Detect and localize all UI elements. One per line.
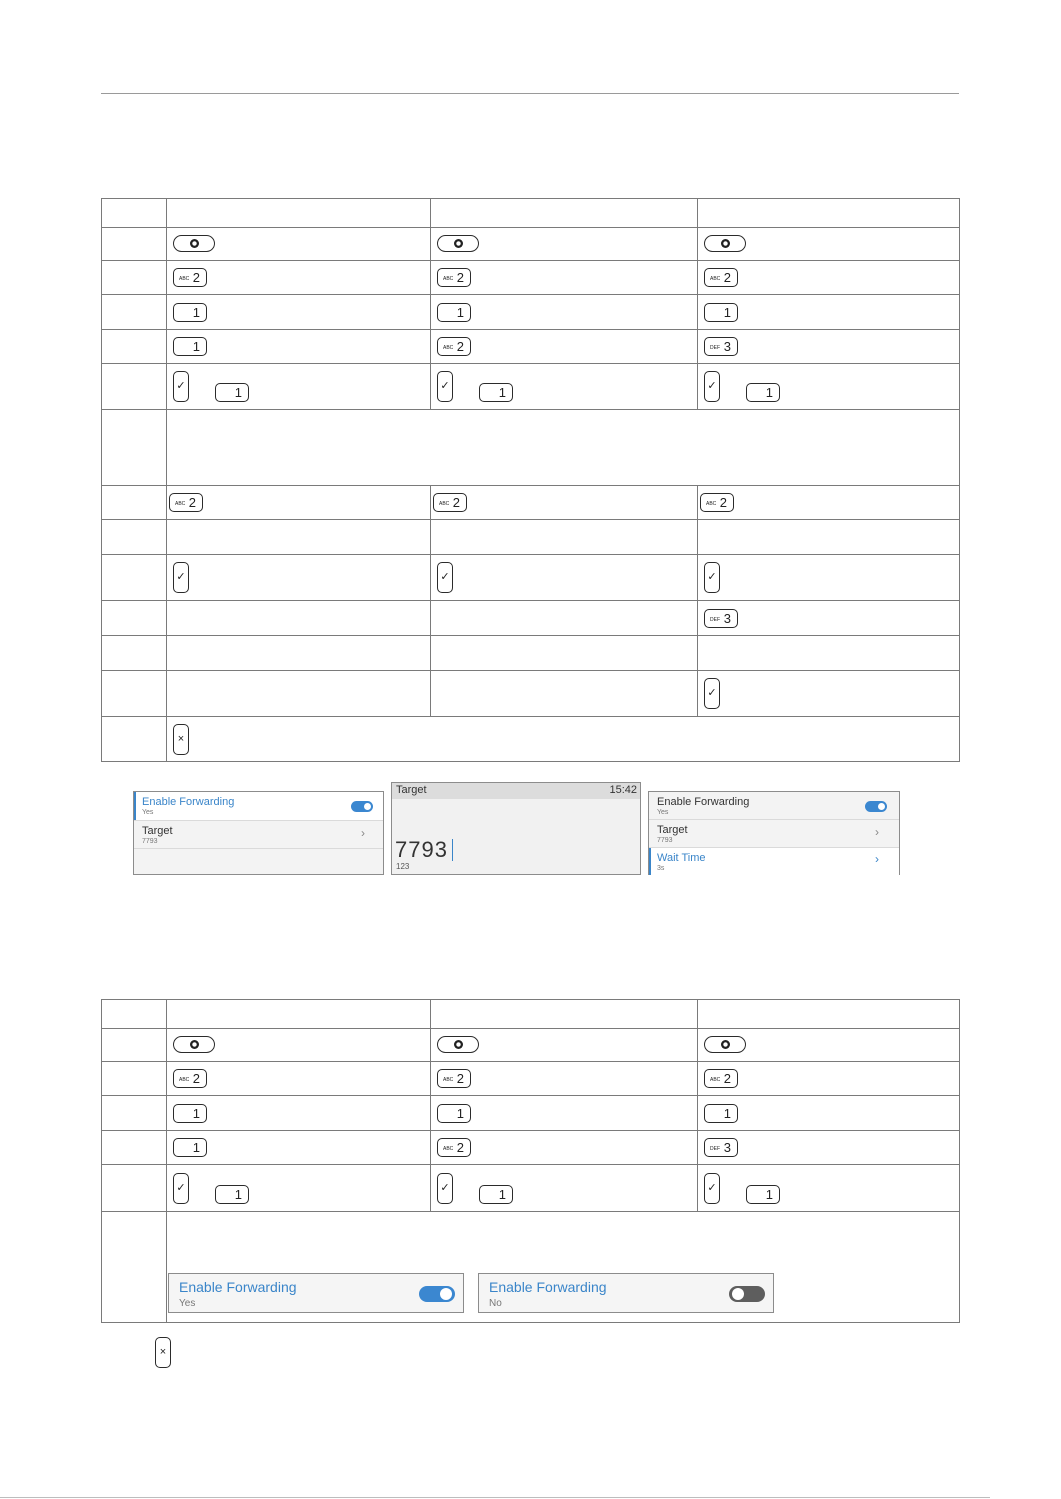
menu-key-icon (704, 235, 746, 252)
row-label: Enable Forwarding (657, 796, 750, 808)
row-value: Yes (142, 809, 154, 816)
text-cursor (452, 839, 453, 861)
row-label: Enable Forwarding (142, 796, 235, 808)
key-1-icon: 1 (215, 383, 249, 402)
table-row (102, 1165, 960, 1212)
row-value: 7793 (142, 838, 158, 845)
menu-row-wait-time (649, 848, 899, 875)
key-1-icon: 1 (437, 303, 471, 322)
ok-key-icon: ✓ (173, 371, 189, 402)
chevron-right-icon: › (875, 825, 879, 839)
menu-row-enable-forwarding (134, 792, 383, 821)
table-row (102, 410, 960, 486)
ok-key-icon: ✓ (704, 1173, 720, 1204)
clock: 15:42 (609, 784, 637, 796)
key-1-icon: 1 (173, 303, 207, 322)
phone-screen-forwarding-menu (133, 791, 384, 875)
header-rule (101, 93, 959, 94)
chevron-right-icon: › (875, 852, 879, 866)
ok-key-icon: ✓ (173, 1173, 189, 1204)
toggle-off-icon (729, 1286, 765, 1302)
key-3-icon: DEF 3 (704, 609, 738, 628)
key-1-icon: 1 (746, 383, 780, 402)
footer-rule (0, 1497, 990, 1498)
selection-indicator (649, 848, 651, 875)
chevron-right-icon: › (361, 826, 365, 840)
row-value: No (489, 1298, 502, 1309)
ok-key-icon: ✓ (704, 678, 720, 709)
menu-key-icon (173, 235, 215, 252)
table-row (102, 364, 960, 410)
row-value: Yes (179, 1298, 196, 1309)
row-label: Wait Time (657, 852, 706, 864)
toggle-off-example (478, 1273, 774, 1313)
table-row (102, 295, 960, 330)
row-label: Enable Forwarding (489, 1279, 607, 1295)
key-2-icon: ABC 2 (437, 1069, 471, 1088)
ok-key-icon: ✓ (704, 562, 720, 593)
menu-key-icon (173, 1036, 215, 1053)
ok-key-icon: ✓ (437, 1173, 453, 1204)
table-row (102, 261, 960, 295)
row-label: Target (657, 824, 688, 836)
cancel-key-icon: × (173, 724, 189, 755)
cancel-key-icon: × (155, 1337, 171, 1368)
table-row (102, 486, 960, 520)
table-row (102, 1062, 960, 1096)
table-row (102, 1096, 960, 1131)
row-label: Enable Forwarding (179, 1279, 297, 1295)
table-row (102, 1131, 960, 1165)
key-1-icon: 1 (746, 1185, 780, 1204)
table-header-row (102, 199, 960, 228)
key-2-icon: ABC 2 (173, 1069, 207, 1088)
row-value: 7793 (657, 837, 673, 844)
table-row (102, 520, 960, 555)
key-1-icon: 1 (704, 303, 738, 322)
menu-key-icon (437, 235, 479, 252)
table-row (102, 671, 960, 717)
key-3-icon: DEF 3 (704, 337, 738, 356)
key-3-icon: DEF 3 (704, 1138, 738, 1157)
procedure-table-1 (101, 198, 960, 762)
key-2-icon: ABC 2 (437, 268, 471, 287)
key-1-icon: 1 (173, 1104, 207, 1123)
key-2-icon: ABC 2 (437, 1138, 471, 1157)
row-value: Yes (657, 809, 669, 816)
table-row (102, 555, 960, 601)
menu-key-icon (437, 1036, 479, 1053)
key-1-icon: 1 (704, 1104, 738, 1123)
toggle-on-icon (419, 1286, 455, 1302)
ok-key-icon: ✓ (704, 371, 720, 402)
table-header-row (102, 1000, 960, 1029)
table-row (102, 1029, 960, 1062)
key-1-icon: 1 (173, 1138, 207, 1157)
key-2-icon: ABC 2 (704, 268, 738, 287)
key-2-icon: ABC 2 (704, 1069, 738, 1088)
menu-row-target (134, 821, 383, 849)
table-row (102, 601, 960, 636)
menu-row-target (649, 820, 899, 848)
ok-key-icon: ✓ (437, 371, 453, 402)
screen-title: Target (396, 784, 427, 796)
toggle-on-icon (865, 801, 887, 812)
phone-screen-target-entry (391, 782, 641, 875)
toggle-on-example (168, 1273, 464, 1313)
key-1-icon: 1 (437, 1104, 471, 1123)
key-2-icon: ABC 2 (700, 493, 734, 512)
status-bar (392, 783, 640, 799)
key-2-icon: ABC 2 (437, 337, 471, 356)
number-entry: 7793 (395, 837, 448, 862)
key-1-icon: 1 (173, 337, 207, 356)
key-2-icon: ABC 2 (169, 493, 203, 512)
row-label: Target (142, 825, 173, 837)
key-1-icon: 1 (215, 1185, 249, 1204)
input-mode: 123 (396, 862, 410, 871)
table-row (102, 330, 960, 364)
table-row (102, 228, 960, 261)
toggle-on-icon (351, 801, 373, 812)
menu-row-enable-forwarding (649, 792, 899, 820)
key-1-icon: 1 (479, 383, 513, 402)
phone-screen-forwarding-wait (648, 791, 900, 875)
ok-key-icon: ✓ (173, 562, 189, 593)
key-1-icon: 1 (479, 1185, 513, 1204)
key-2-icon: ABC 2 (433, 493, 467, 512)
selection-indicator (134, 792, 136, 820)
table-row (102, 636, 960, 671)
key-2-icon: ABC 2 (173, 268, 207, 287)
row-value: 3s (657, 865, 665, 872)
menu-key-icon (704, 1036, 746, 1053)
table-row (102, 717, 960, 762)
ok-key-icon: ✓ (437, 562, 453, 593)
